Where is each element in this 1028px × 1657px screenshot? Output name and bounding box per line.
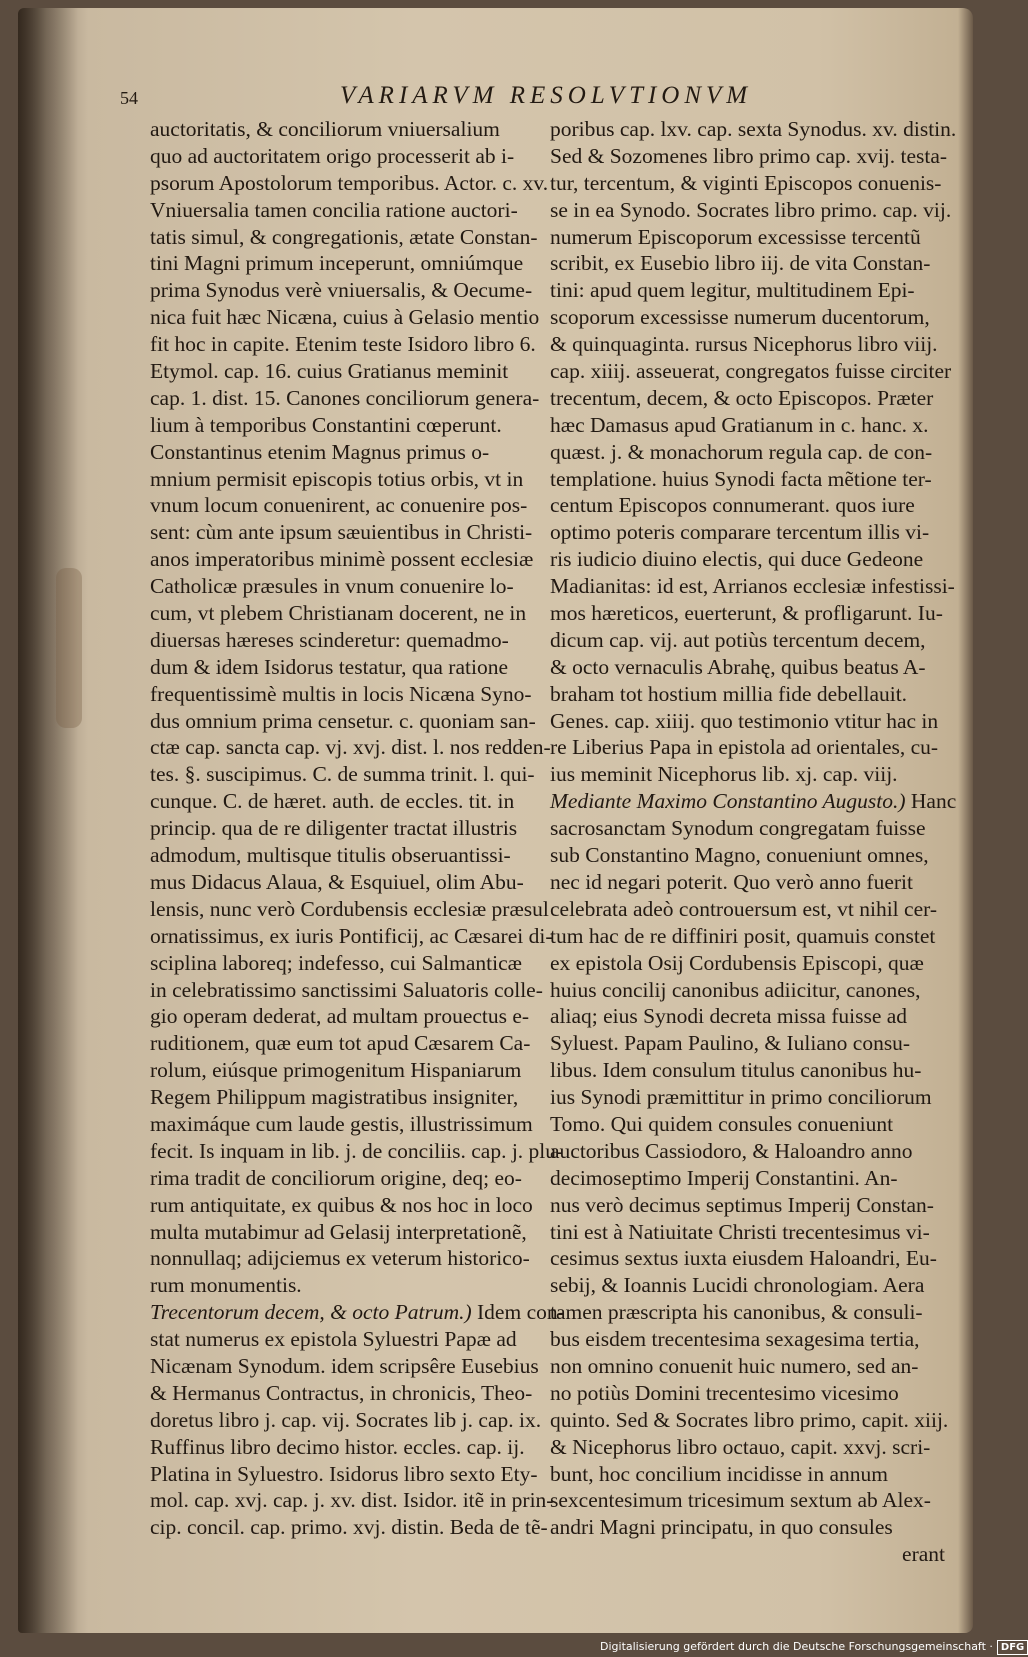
text-line: auctoribus Cassiodoro, & Haloandro anno bbox=[550, 1138, 913, 1163]
text-line: dicum cap. vij. aut potiùs tercentum decem, bbox=[550, 627, 926, 652]
text-line: cip. concil. cap. primo. xvj. distin. Beda de tẽ- bbox=[150, 1515, 548, 1540]
text-line: non omnino conuenit huic numero, sed an- bbox=[550, 1353, 919, 1378]
text-line: Vniuersalia tamen concilia ratione auctori- bbox=[150, 197, 518, 222]
left-text-column bbox=[150, 116, 565, 1541]
text-line: ris iudicio diuino electis, qui duce Gedeone bbox=[550, 547, 924, 572]
text-line: nec id negari poterit. Quo verò anno fuerit bbox=[550, 869, 913, 894]
text-line: fit hoc in capite. Etenim teste Isidoro libro 6. bbox=[150, 332, 536, 357]
text-line: psorum Apostolorum temporibus. Actor. c. xv. bbox=[150, 170, 549, 195]
text-line: maximáque cum laude gestis, illustrissimum bbox=[150, 1111, 533, 1136]
text-line: scribit, ex Eusebio libro iij. de vita Constan- bbox=[550, 251, 931, 276]
text-line: tini: apud quem legitur, multitudinem Epi- bbox=[550, 278, 915, 303]
text-line: quo ad auctoritatem origo processerit ab i- bbox=[150, 143, 515, 168]
page-gutter-shadow bbox=[18, 8, 78, 1633]
text-line: ruditionem, quæ eum tot apud Cæsarem Ca- bbox=[150, 1031, 531, 1056]
text-line: templatione. huius Synodi facta mẽtione ter- bbox=[550, 466, 932, 491]
text-line: bunt, hoc concilium incidisse in annum bbox=[550, 1461, 888, 1486]
text-line: ctæ cap. sancta cap. vj. xvj. dist. l. nos redden- bbox=[150, 735, 551, 760]
text-line: Regem Philippum magistratibus insigniter, bbox=[150, 1085, 519, 1110]
text-line: & Nicephorus libro octauo, capit. xxvj. scri- bbox=[550, 1434, 931, 1459]
text-line: numerum Episcoporum excessisse tercentũ bbox=[550, 224, 921, 249]
page-header bbox=[120, 82, 960, 116]
text-line: doretus libro j. cap. vij. Socrates lib j. cap. ix. bbox=[150, 1407, 542, 1432]
text-line: sexcentesimum tricesimum sextum ab Alex- bbox=[550, 1488, 931, 1513]
lemma: Mediante Maximo Constantino Augusto.) bbox=[550, 789, 906, 814]
text-line: cunque. C. de hæret. auth. de eccles. tit. in bbox=[150, 789, 515, 814]
text-line: tum hac de re diffiniri posit, quamuis constet bbox=[550, 923, 936, 948]
text-line: rima tradit de conciliorum origine, deq; eo- bbox=[150, 1165, 522, 1190]
text-line: nonnullaq; adijciemus ex veterum historico- bbox=[150, 1246, 530, 1271]
text-line: Platina in Syluestro. Isidorus libro sexto Ety- bbox=[150, 1461, 538, 1486]
text-line: braham tot hostium millia fide debellauit. bbox=[550, 681, 908, 706]
text-line: Catholicæ præsules in vnum conuenire lo- bbox=[150, 574, 514, 599]
text-line: sub Constantino Magno, conueniunt omnes, bbox=[550, 843, 929, 868]
text-line: quæst. j. & monachorum regula cap. de con- bbox=[550, 439, 933, 464]
text-line: Tomo. Qui quidem consules conueniunt bbox=[550, 1111, 894, 1136]
text-line: prima Synodus verè vniuersalis, & Oecume- bbox=[150, 278, 533, 303]
text-line: ornatissimus, ex iuris Pontificij, ac Cæsarei di- bbox=[150, 923, 553, 948]
text-line: aliaq; eius Synodi decreta missa fuisse ad bbox=[550, 1004, 908, 1029]
text-line: Trecentorum decem, & octo Patrum.) Idem con- bbox=[150, 1300, 565, 1325]
text-line: cesimus sextus iuxta eiusdem Haloandri, Eu- bbox=[550, 1246, 937, 1271]
text-line: Madianitas: id est, Arrianos ecclesiæ infestissi- bbox=[550, 574, 955, 599]
text-line: tes. §. suscipimus. C. de summa trinit. l. qui- bbox=[150, 762, 535, 787]
text-line: ex epistola Osij Cordubensis Episcopi, quæ bbox=[550, 950, 924, 975]
page-number: 54 bbox=[120, 88, 138, 108]
text-line: tini est à Natiuitate Christi trecentesimus vi- bbox=[550, 1219, 930, 1244]
text-line: centum Episcopos connumerant. quos iure bbox=[550, 493, 915, 518]
text-line: mol. cap. xvj. cap. j. xv. dist. Isidor. itẽ in prin- bbox=[150, 1488, 554, 1513]
text-line: nus verò decimus septimus Imperij Constan- bbox=[550, 1192, 934, 1217]
text-line: Sed & Sozomenes libro primo cap. xvij. testa- bbox=[550, 143, 948, 168]
text-line: gio operam dederat, ad multam prouectus e- bbox=[150, 1004, 530, 1029]
text-line: sciplina laboreq; indefesso, cui Salmanticæ bbox=[150, 950, 522, 975]
text-line: decimoseptimo Imperij Constantini. An- bbox=[550, 1165, 898, 1190]
text-line: Syluest. Papam Paulino, & Iuliano consu- bbox=[550, 1031, 911, 1056]
text-line: huius concilij canonibus adiicitur, canones, bbox=[550, 977, 921, 1002]
text-line: & Hermanus Contractus, in chronicis, Theo- bbox=[150, 1380, 533, 1405]
text-line: tini Magni primum inceperunt, omniúmque bbox=[150, 251, 524, 276]
text-line: anos imperatoribus minimè possent ecclesiæ bbox=[150, 547, 534, 572]
text-line: mnium permisit episcopis totius orbis, vt in bbox=[150, 466, 524, 491]
text-line: quinto. Sed & Socrates libro primo, capit. xiij. bbox=[550, 1407, 949, 1432]
text-line: scoporum excessisse numerum ducentorum, bbox=[550, 305, 930, 330]
text-line: rum monumentis. bbox=[150, 1273, 302, 1298]
text-line: & quinquaginta. rursus Nicephorus libro viij. bbox=[550, 332, 938, 357]
text-line: fecit. Is inquam in lib. j. de conciliis. cap. j. plu- bbox=[150, 1138, 564, 1163]
text-line: & octo vernaculis Abrahę, quibus beatus A- bbox=[550, 654, 926, 679]
text-line: sebij, & Ioannis Lucidi chronologiam. Aera bbox=[550, 1273, 925, 1298]
text-line: rolum, eiúsque primogenitum Hispaniarum bbox=[150, 1058, 522, 1083]
text-line: nica fuit hæc Nicæna, cuius à Gelasio mentio bbox=[150, 305, 540, 330]
text-line: auctoritatis, & conciliorum vniuersalium bbox=[150, 117, 500, 141]
credit-text: Digitalisierung gefördert durch die Deutsche Forschungsgemeinschaft · bbox=[600, 1640, 993, 1653]
text-line: trecentum, decem, & octo Episcopos. Præter bbox=[550, 385, 934, 410]
text-line: tamen præscripta his canonibus, & consuli- bbox=[550, 1300, 923, 1325]
text-line: Constantinus etenim Magnus primus o- bbox=[150, 439, 490, 464]
text-line: admodum, multisque titulis obseruantissi- bbox=[150, 843, 511, 868]
text-line: re Liberius Papa in epistola ad orientales, cu- bbox=[550, 735, 939, 760]
text-line: Etymol. cap. 16. cuius Gratianus meminit bbox=[150, 359, 509, 384]
text-line: cap. 1. dist. 15. Canones conciliorum genera- bbox=[150, 385, 540, 410]
text-line: rum antiquitate, ex quibus & nos hoc in loco bbox=[150, 1192, 533, 1217]
text-line: erant bbox=[902, 1542, 945, 1567]
text-line: in celebratissimo sanctissimi Saluatoris colle- bbox=[150, 977, 543, 1002]
text-line: ius Synodi præmittitur in primo conciliorum bbox=[550, 1085, 932, 1110]
text-line: andri Magni principatu, in quo consules bbox=[550, 1515, 893, 1540]
text-line: Mediante Maximo Constantino Augusto.) Hanc bbox=[550, 789, 957, 814]
text-line: lensis, nunc verò Cordubensis ecclesiæ præsul bbox=[150, 896, 549, 921]
text-line: Nicænam Synodum. idem scripsêre Eusebius bbox=[150, 1353, 539, 1378]
text-line: optimo poteris comparare tercentum illis vi- bbox=[550, 520, 930, 545]
digitization-credit bbox=[600, 1638, 1025, 1656]
text-line: sacrosanctam Synodum congregatam fuisse bbox=[550, 816, 926, 841]
running-head: VARIARVM RESOLVTIONVM bbox=[340, 82, 753, 109]
text-line: hæc Damasus apud Gratianum in c. hanc. x. bbox=[550, 412, 929, 437]
text-line: lium à temporibus Constantini cœperunt. bbox=[150, 412, 502, 437]
text-line: sent: cùm ante ipsum sæuientibus in Christi- bbox=[150, 520, 533, 545]
text-line: cap. xiiij. asseuerat, congregatos fuisse circiter bbox=[550, 359, 952, 384]
lemma: Trecentorum decem, & octo Patrum.) bbox=[150, 1300, 472, 1325]
right-text-column bbox=[550, 116, 957, 1568]
text-line: dus omnium prima censetur. c. quoniam san- bbox=[150, 708, 536, 733]
text-line: Genes. cap. xiiij. quo testimonio vtitur hac in bbox=[550, 708, 939, 733]
text-line: vnum locum conuenirent, ac conuenire pos- bbox=[150, 493, 528, 518]
text-line: celebrata adeò controuersum est, vt nihil cer- bbox=[550, 896, 937, 921]
text-line: multa mutabimur ad Gelasij interpretationẽ, bbox=[150, 1219, 527, 1244]
text-line: Ruffinus libro decimo histor. eccles. cap. ij. bbox=[150, 1434, 525, 1459]
text-line: tur, tercentum, & viginti Episcopos conuenis- bbox=[550, 170, 942, 195]
text-line: se in ea Synodo. Socrates libro primo. cap. vij. bbox=[550, 197, 952, 222]
text-line: no potiùs Domini trecentesimo vicesimo bbox=[550, 1380, 899, 1405]
text-line: mus Didacus Alaua, & Esquiuel, olim Abu- bbox=[150, 869, 524, 894]
text-line: tatis simul, & congregationis, ætate Constan- bbox=[150, 224, 538, 249]
text-line: princip. qua de re diligenter tractat illustris bbox=[150, 816, 518, 841]
text-line: mos hæreticos, euerterunt, & profligarunt. Iu- bbox=[550, 601, 943, 626]
text-line: diuersas hæreses scinderetur: quemadmo- bbox=[150, 627, 509, 652]
page-edge-stain bbox=[56, 568, 82, 728]
text-line: dum & idem Isidorus testatur, qua ratione bbox=[150, 654, 508, 679]
text-line: stat numerus ex epistola Syluestri Papæ ad bbox=[150, 1327, 517, 1352]
dfg-logo: DFG bbox=[997, 1640, 1028, 1655]
text-line: cum, vt plebem Christianam docerent, ne in bbox=[150, 601, 527, 626]
text-line: ius meminit Nicephorus lib. xj. cap. viij. bbox=[550, 762, 898, 787]
text-line: poribus cap. lxv. cap. sexta Synodus. xv. distin. bbox=[550, 117, 957, 141]
text-line: frequentissimè multis in locis Nicæna Syno- bbox=[150, 681, 532, 706]
text-line: bus eisdem trecentesima sexagesima tertia, bbox=[550, 1327, 920, 1352]
text-line: libus. Idem consulum titulus canonibus hu- bbox=[550, 1058, 922, 1083]
